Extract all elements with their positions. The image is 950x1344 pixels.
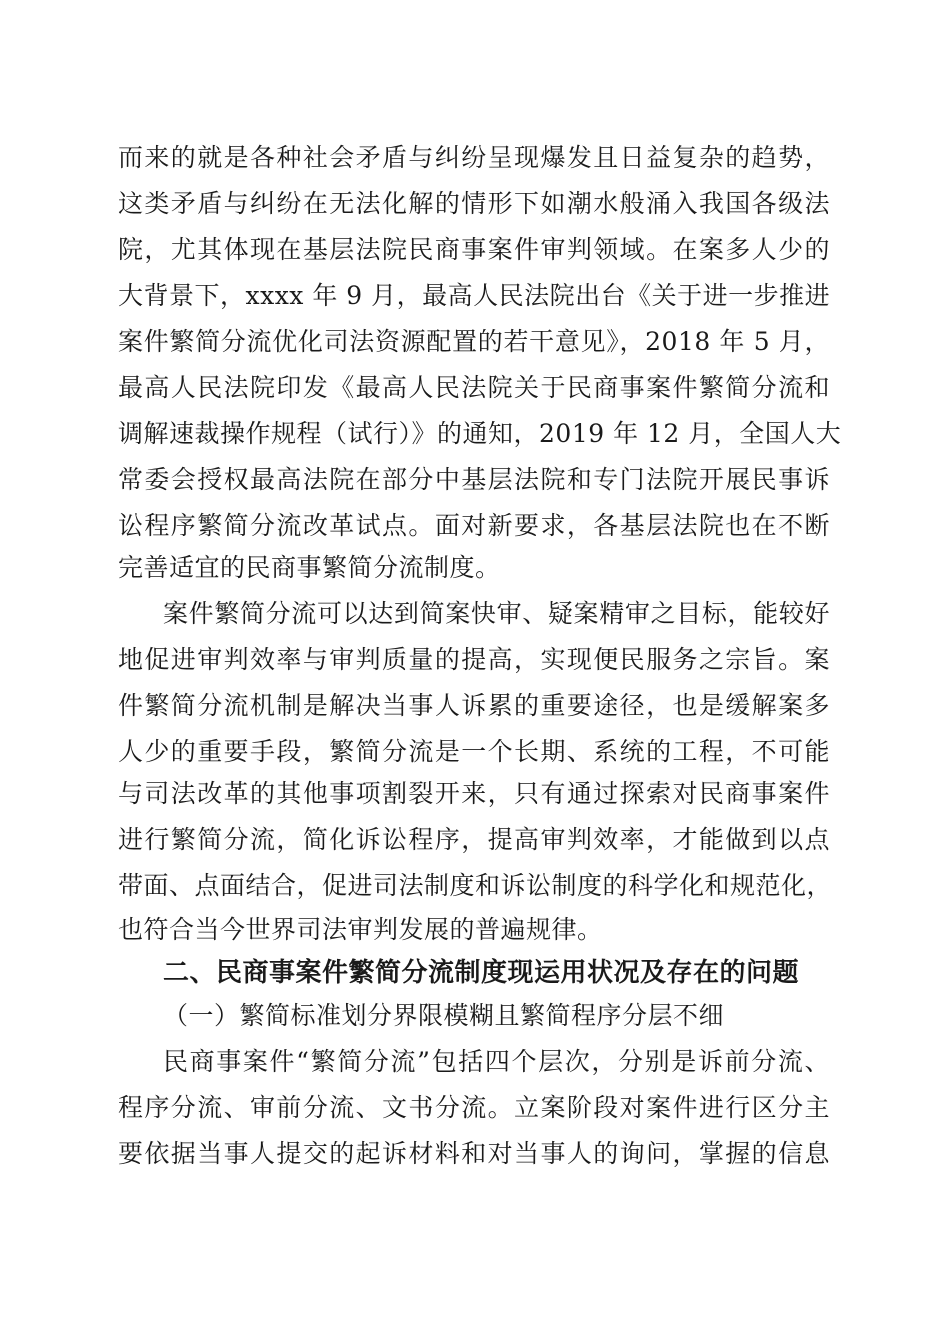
text-line: 案件繁简分流可以达到简案快审、疑案精审之目标，能较好 bbox=[163, 599, 830, 628]
text-line: 常委会授权最高法院在部分中基层法院和专门法院开展民事诉 bbox=[118, 465, 830, 494]
text-line: 与司法改革的其他事项割裂开来，只有通过探索对民商事案件 bbox=[118, 779, 830, 808]
text-line: 这类矛盾与纠纷在无法化解的情形下如潮水般涌入我国各级法 bbox=[118, 189, 830, 218]
text-line: 人少的重要手段，繁简分流是一个长期、系统的工程，不可能 bbox=[118, 737, 830, 766]
text-line: 地促进审判效率与审判质量的提高，实现便民服务之宗旨。案 bbox=[118, 645, 830, 674]
text-line: 程序分流、审前分流、文书分流。立案阶段对案件进行区分主 bbox=[118, 1093, 830, 1122]
text-line: 民商事案件“繁简分流”包括四个层次，分别是诉前分流、 bbox=[163, 1047, 830, 1076]
text-line: 调解速裁操作规程（试行）》的通知，2019 年 12 月，全国人大 bbox=[118, 419, 842, 448]
text-line: 完善适宜的民商事繁简分流制度。 bbox=[118, 553, 501, 582]
text-line: 带面、点面结合，促进司法制度和诉讼制度的科学化和规范化， bbox=[118, 871, 833, 900]
text-line: 要依据当事人提交的起诉材料和对当事人的询问，掌握的信息 bbox=[118, 1139, 830, 1168]
text-line: 进行繁简分流，简化诉讼程序，提高审判效率，才能做到以点 bbox=[118, 825, 830, 854]
text-line: 件繁简分流机制是解决当事人诉累的重要途径，也是缓解案多 bbox=[118, 691, 830, 720]
text-line: 大背景下，xxxx 年 9 月，最高人民法院出台《关于进一步推进 bbox=[118, 281, 831, 310]
text-line: 也符合当今世界司法审判发展的普遍规律。 bbox=[118, 915, 603, 944]
text-line: 而来的就是各种社会矛盾与纠纷呈现爆发且日益复杂的趋势， bbox=[118, 143, 830, 172]
text-line: 最高人民法院印发《最高人民法院关于民商事案件繁简分流和 bbox=[118, 373, 830, 402]
text-line: 讼程序繁简分流改革试点。面对新要求，各基层法院也在不断 bbox=[118, 511, 830, 540]
text-line: 院，尤其体现在基层法院民商事案件审判领域。在案多人少的 bbox=[118, 235, 830, 264]
subsection-heading: （一）繁简标准划分界限模糊且繁简程序分层不细 bbox=[163, 1001, 725, 1030]
section-heading: 二、民商事案件繁简分流制度现运用状况及存在的问题 bbox=[163, 958, 800, 988]
text-line: 案件繁简分流优化司法资源配置的若干意见》，2018 年 5 月， bbox=[118, 327, 830, 356]
